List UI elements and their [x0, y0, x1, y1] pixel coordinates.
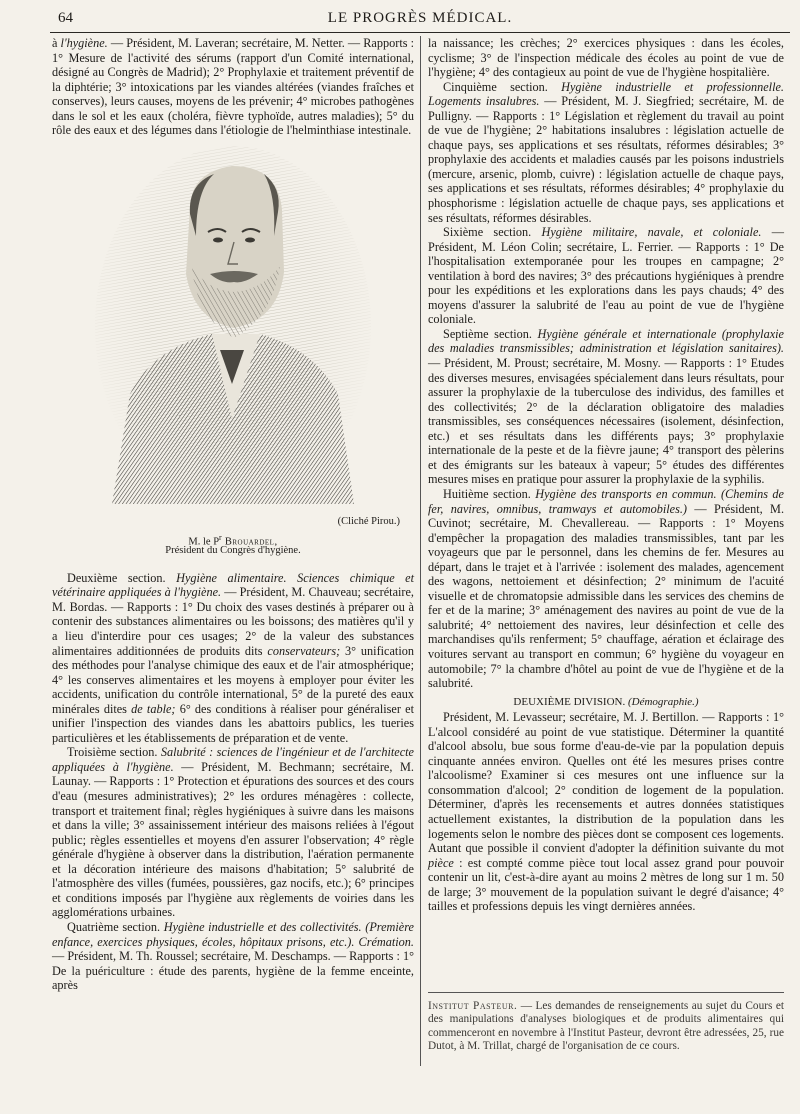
- figure-caption-role: Président du Congrès d'hygiène.: [165, 544, 301, 556]
- institut-pasteur-notice: Institut Pasteur. — Les demandes de renseignements au sujet du Cours et des manipulations d'analyses biologiques et de produits alimentaires qui commenceront en novembre à l'Institut Pasteur, devront être adressées, 25, rue Dutot, à M. Trillat, chargé de l'organisation de ce cours.: [428, 1000, 784, 1053]
- paragraph-demography: Président, M. Levasseur; secrétaire, M. J. Bertillon. — Rapports : 1° L'alcool considéré au point de vue statistique. Déterminer la quantité d'alcool absolu, bue sous forme d'eau-de-vie par la population depuis cinquante années environ. Quelles ont été les mesures prises contre l'alcoolisme? Examiner si ces mesures ont une influence sur la consommation d'alcool; 2° condition de logement de la population. Déterminer, d'après les recensements et autres données statistiques actuellement existantes, la distribution de la population dans les logements selon le nombre des pièces dont se composent ces logements. Autant que possible il convient d'adopter la définition suivante du mot pièce : est compté comme pièce tout local assez grand pour pouvoir contenir un lit, c'est-à-dire ayant au moins 2 mètres de long sur 1 m. 50 de large; 3° mouvement de la population suivant le degré d'aisance; 4° tailles et professions depuis les vingt dernières années.: [428, 710, 784, 914]
- portrait-figure: [52, 144, 414, 569]
- running-header: [50, 6, 790, 32]
- page-number: 64: [58, 10, 73, 26]
- paragraph-hygiene-intro: à l'hygiène. — Président, M. Laveran; secrétaire, M. Netter. — Rapports : 1° Mesure de l'activité des sérums (rapport d'un Comité international, désigné au Congrès de Madrid); 2° Prophylaxie et traitement préventif de la diphtérie; 3° intoxications par les viandes altérées (viandes fraîches et conserves), leurs causes, moyens de les prévenir; 4° microbes pathogènes dans le sol et les eaux (choléra, fièvre typhoïde, autres maladies); 5° du rôle des eaux et des légumes dans l'étiologie de l'helminthiase intestinale.: [52, 36, 415, 138]
- figure-caption-name: M. le $P^r$ Brouardel,: [188, 532, 278, 548]
- paragraph-section-4: Quatrième section. Hygiène industrielle et des collectivités. (Première enfance, exercices physiques, écoles, hôpitaux prisons, etc.). Crémation. — Président, M. Th. Roussel; secrétaire, M. Deschamps. — Rapports : 1° De la puériculture : étude des parents, hygiène de la femme enceinte, après: [52, 919, 414, 993]
- photo-credit: (Cliché Pirou.): [337, 515, 400, 527]
- paragraph-section-3: Troisième section. Salubrité : sciences de l'ingénieur et de l'architecte appliquées à l'hygiène. — Président, M. Bechmann; secrétaire, M. Launay. — Rapports : 1° Protection et épurations des sources et des cours d'eau (mesures administratives); 2° les ordures ménagères : collecte, transport et traitement final; règles hygiéniques à suivre dans les maisons et dans la ville; 3° assainissement intérieur des maisons reliées à l'égout public; règles essentielles et moyens d'en assurer l'observation; 4° règle générale d'hygiène à observer dans la distribution, l'aération permanente et la décoration intérieure des maisons d'habitation; 5° salubrité de l'atmosphère des villes (fumées, poussières, gaz nocifs, etc.); 6° principes et conditions imposés par l'hygiène aux règlements de voiries dans les agglomérations urbaines.: [52, 745, 414, 920]
- right-column: [428, 36, 784, 914]
- column-divider: [420, 36, 421, 1066]
- notice-rule: [428, 992, 784, 993]
- paragraph-section-2: Deuxième section. Hygiène alimentaire. Sciences chimique et vétérinaire appliquées à l'hygiène. — Président, M. Chauveau; secrétaire, M. Bordas. — Rapports : 1° Du choix des vases destinés à préparer ou à contenir des substances alimentaires ou les boissons; des matières qu'il y a lieu d'interdire pour ces usages; 2° de la valeur des substances alimentaires additionnées de produits dits conservateurs; 3° unification des méthodes pour l'analyse chimique des eaux et de l'air atmosphérique; 4° les conserves alimentaires et les moyens à employer pour éviter les accidents, unification du contrôle international, 5° de la pureté des eaux minérales dites de table; 6° des conditions à réaliser pour généraliser et unifier l'inspection des viandes dans les abattoirs publics, les tueries particulières et les établissements de préparation et de vente.: [52, 570, 415, 745]
- paragraph-section-4-cont: la naissance; les crèches; 2° exercices physiques : dans les écoles, cyclisme; 3° de l'inspection médicale des écoles au point de vue de l'hygiène; 4° des contagieux au point de vue de l'hygiène hospitalière.: [428, 36, 784, 80]
- header-rule: [50, 32, 790, 33]
- division-heading: DEUXIÈME DIVISION. (Démographie.): [513, 695, 699, 708]
- portrait-engraving: [92, 144, 374, 509]
- paragraph-section-8: Huitième section. Hygiène des transports en commun. (Chemins de fer, navires, omnibus, tramways et automobiles.) — Président, M. Cuvinot; secrétaire, M. Chevallereau. — Rapports : 1° Moyens d'empêcher la propagation des maladies transmissibles, tant par les voyageurs que par le personnel, dans les chemins de fer. Mesures au départ, dans le trajet et à l'arrivée : isolement des malades, agencement des wagons, nettoiement et désinfection; 2° minimum de l'acuité visuelle et de chromatopsie admissible dans les services des chemins de fer et de la marine; 3° aménagement des navires au point de vue de la salubrité; 4° nettoiement des navires, leur désinfection et celle des marchandises qu'ils renferment; 5° chauffage, aération et éclairage des voitures servant au transport en commun; 6° hygiène du voyageur en automobile; 7° la chambre d'hôtel au point de vue de l'hygiène et de la salubrité.: [428, 486, 785, 691]
- left-column: [52, 36, 414, 993]
- paragraph-section-6: Sixième section. Hygiène militaire, navale, et coloniale. — Président, M. Léon Colin; secrétaire, L. Ferrier. — Rapports : 1° De l'hospitalisation extemporanée pour les troupes en campagne; 2° ventilation à bord des navires; 3° des précautions hygiéniques à prendre pour les expéditions et les explorations dans les pays chauds; 4° des moyens d'assurer la salubrité de l'eau au point de vue de l'hygiène coloniale.: [428, 225, 784, 327]
- paragraph-section-7: Septième section. Hygiène générale et internationale (prophylaxie des maladies transmissibles; administration et législation sanitaires). — Président, M. Proust; secrétaire, M. Mosny. — Rapports : 1° Etudes des diverses mesures, envisagées spécialement dans leurs résultats, pour assurer la prophylaxie de la tuberculose des individus, des familles et des collectivités; 2° de la déclaration obligatoire des maladies transmissibles, ses conséquences nécessaires (isolement, désinfection, etc.) et ses résultats dans les différents pays; 3° prophylaxie internationale de la peste et de la fièvre jaune; 4° transport des pèlerins et des émigrants sur les bateaux à vapeur; 5° études des différentes mesures mises en pratique pour assurer la prophylaxie de la syphilis.: [428, 326, 784, 487]
- journal-title: LE PROGRÈS MÉDICAL.: [327, 10, 513, 26]
- paragraph-section-5: Cinquième section. Hygiène industrielle et professionnelle. Logements insalubres. — Président, M. J. Siegfried; secrétaire, M. de Pulligny. — Rapports : 1° Législation et règlement du travail au point de vue de l'hygiène; 2° habitations insalubres : législation actuelle de chaque pays, ses applications et ses résultats, réformes désirables; 3° prophylaxie des accidents et maladies causés par les poisons industriels (mercure, arsenic, plomb, cuivre) : législation actuelle de chaque pays, ses applications et ses résultats, réformes désirables; 4° prophylaxie du phosphorisme : législation actuelle de chaque pays, ses applications et ses résultats, réformes désirables.: [428, 79, 785, 225]
